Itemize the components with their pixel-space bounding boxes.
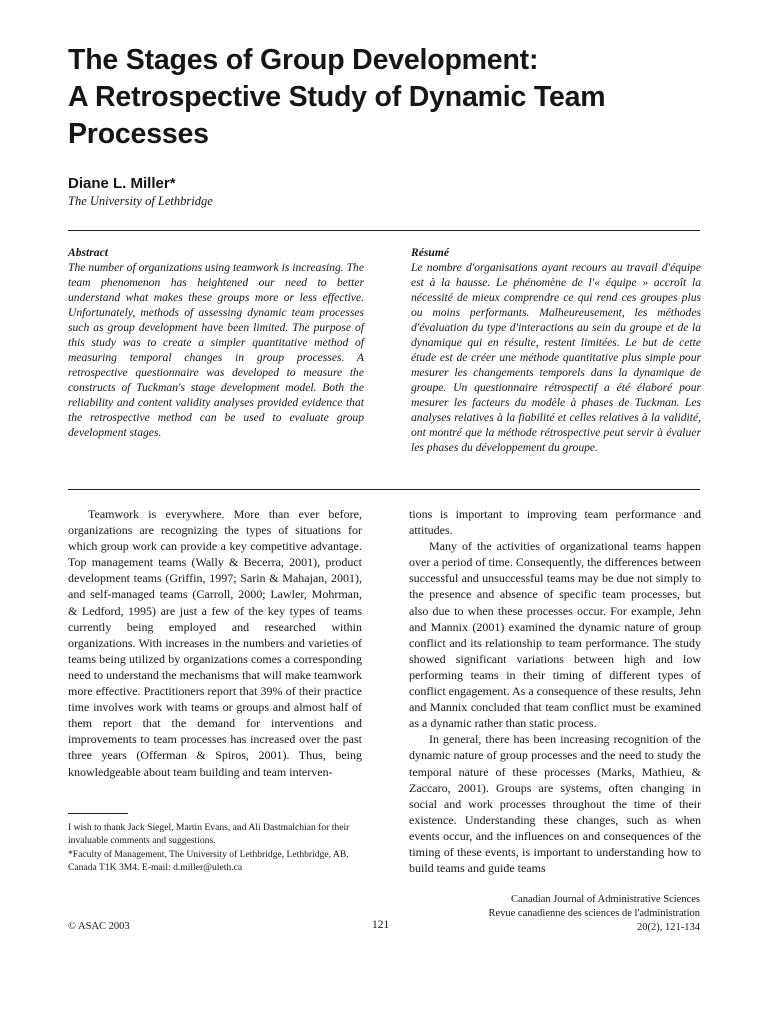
- abstract-divider: [68, 489, 700, 490]
- author-name: Diane L. Miller*: [68, 175, 176, 192]
- abstract-heading: Abstract: [68, 246, 108, 259]
- title-line-2: A Retrospective Study of Dynamic Team: [68, 81, 606, 113]
- journal-name-en: Canadian Journal of Administrative Sciences: [511, 894, 700, 905]
- body-paragraph: tions is important to improving team performance and attitudes.: [409, 507, 701, 538]
- page-number: 121: [372, 919, 390, 931]
- journal-volume: 20(2), 121-134: [637, 922, 700, 933]
- journal-info: [488, 893, 700, 935]
- footnote-affiliation: *Faculty of Management, The University of Lethbridge, Lethbridge, AB, Canada T1K 3M4. E-mail: d.miller@uleth.ca: [68, 849, 349, 873]
- body-column-left: [68, 506, 362, 780]
- title-line-3: Processes: [68, 118, 209, 150]
- body-paragraph: Many of the activities of organizational teams happen over a period of time. Consequently, the differences between successful and unsuccessful teams may be due not simply to the presence and absence of specific team processes, but also due to when these processes occur. For example, Jehn and Mannix (2001) examined the dynamic nature of group conflict and its relationship to team performance. The study showed significant variations between high and low performing teams in their timing of different types of conflict engagement. As a consequence of these results, Jehn and Mannix concluded that team conflict must be examined as a dynamic rather than static process.: [409, 539, 701, 731]
- footnote-divider: [68, 813, 128, 814]
- footnotes: [68, 822, 364, 876]
- article-title: [68, 42, 688, 153]
- resume-heading: Résumé: [411, 246, 450, 259]
- body-column-right: [409, 506, 701, 876]
- body-paragraph: In general, there has been increasing recognition of the dynamic nature of group processes and the need to study the temporal nature of these processes (Marks, Mathieu, & Zaccaro, 2001). Groups are systems, often changing in social and work processes throughout the time of their existence. Understanding these changes, such as when events occur, and the influences on and consequences of the timing of these events, is important to understanding how to build teams and guide teams: [409, 732, 701, 876]
- title-line-1: The Stages of Group Development:: [68, 44, 539, 76]
- abstract-french: [411, 245, 701, 455]
- resume-text: Le nombre d'organisations ayant recours au travail d'équipe est à la hausse. Le phénomène de l'« équipe » accroît la nécessité de mieux comprendre ce qui rend ces groupes plus ou moins performants. Malheureusement, les méthodes d'évaluation du type d'interactions au sein du groupe et de la dynamique qui en résulte, restent limitées. Le but de cette étude est de créer une méthode quantitative plus simple pour mesurer les changements temporels dans la dynamique de groupe. Un questionnaire rétrospectif a été élaboré pour mesurer les facteurs du modèle à phases de Tuckman. Les analyses relatives à la fiabilité et celles relatives à la validité, ont montré que la méthode rétrospective peut servir à évaluer les phases du développement du groupe.: [411, 261, 701, 454]
- journal-name-fr: Revue canadienne des sciences de l'administration: [488, 908, 700, 919]
- abstract-text: The number of organizations using teamwork is increasing. The team phenomenon has heightened our need to better understand what makes these groups more or less effective. Unfortunately, methods of assessing dynamic team processes such as group development have been limited. The purpose of this study was to create a simpler quantitative method of measuring temporal changes in group processes. A retrospective questionnaire was developed to measure the constructs of Tuckman's stage development model. Both the reliability and content validity analyses provided evidence that the retrospective method can be used to evaluate group development stages.: [68, 261, 364, 439]
- abstract-english: [68, 245, 364, 440]
- author-affiliation: The University of Lethbridge: [68, 194, 213, 208]
- body-paragraph: Teamwork is everywhere. More than ever before, organizations are recognizing the types of situations for which group work can provide a key competitive advantage. Top management teams (Wally & Becerra, 2001), product development teams (Griffin, 1997; Sarin & Mahajan, 2001), and self-managed teams (Carroll, 2000; Lawler, Mohrman, & Ledford, 1995) are just a few of the key types of teams currently being employed and researched within organizations. With increases in the numbers and varieties of teams being utilized by organizations comes a corresponding need to understand the mechanisms that will make teamwork more effective. Practitioners report that 39% of their practice time involves work with teams or groups and almost half of them report that the demand for interventions and improvements to team processes has increased over the past three years (Offerman & Spiros, 2001). Thus, being knowledgeable about team building and team interven-: [68, 507, 362, 779]
- header-divider: [68, 230, 700, 231]
- footnote-thanks: I wish to thank Jack Siegel, Martin Evans, and Ali Dastmalchian for their invaluable comments and suggestions.: [68, 822, 350, 846]
- copyright: © ASAC 2003: [68, 921, 130, 932]
